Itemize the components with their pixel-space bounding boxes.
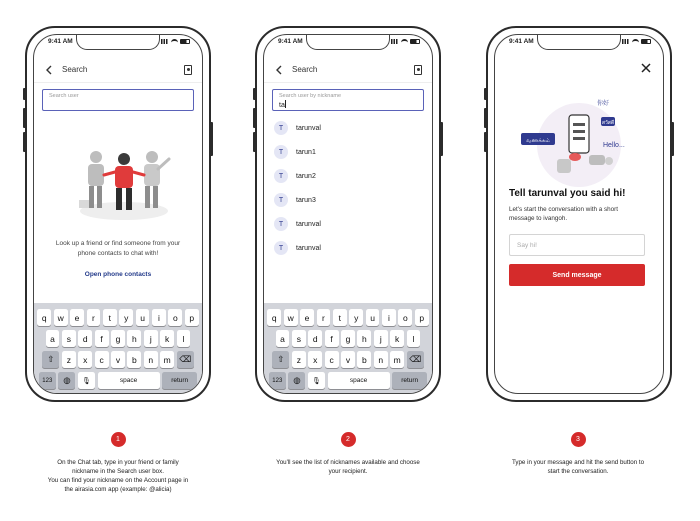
result-item[interactable]: [274, 167, 316, 185]
notch: [306, 34, 390, 50]
volume-up-button: [23, 108, 26, 128]
key-f[interactable]: f: [95, 330, 109, 347]
step-number-badge: 1: [111, 432, 126, 447]
step-caption: [30, 458, 206, 494]
key-z[interactable]: z: [62, 351, 76, 368]
key-x[interactable]: x: [308, 351, 322, 368]
avatar: T: [274, 121, 288, 135]
microphone-icon: 🎙: [82, 377, 91, 385]
key-y[interactable]: y: [119, 309, 133, 326]
battery-icon: [180, 39, 190, 44]
back-arrow-icon[interactable]: [274, 65, 284, 75]
key-s[interactable]: s: [62, 330, 76, 347]
volume-down-button: [484, 132, 487, 152]
power-button: [210, 122, 213, 156]
keyboard-row: [264, 309, 432, 326]
shift-icon: ⇧: [277, 354, 285, 364]
delete-key[interactable]: [407, 351, 424, 368]
wifi-icon: [632, 39, 639, 44]
open-phone-contacts-link[interactable]: Open phone contacts: [84, 271, 152, 278]
key-l[interactable]: l: [407, 330, 421, 347]
globe-icon: ◍: [63, 375, 71, 385]
globe-icon: ◍: [293, 375, 301, 385]
power-button: [440, 122, 443, 156]
search-input[interactable]: [42, 89, 194, 111]
result-nickname: tarun1: [296, 148, 316, 156]
key-g[interactable]: g: [111, 330, 125, 347]
key-j[interactable]: j: [374, 330, 388, 347]
numbers-key[interactable]: 123: [269, 372, 286, 389]
status-icons: [161, 39, 190, 44]
avatar: T: [274, 193, 288, 207]
key-u[interactable]: u: [136, 309, 150, 326]
key-f[interactable]: f: [325, 330, 339, 347]
keyboard-row: [34, 330, 202, 347]
battery-icon: [410, 39, 420, 44]
key-y[interactable]: y: [349, 309, 363, 326]
message-placeholder: Say hi!: [517, 242, 537, 249]
key-i[interactable]: i: [152, 309, 166, 326]
signal-icon: [391, 39, 399, 44]
step-3: [490, 432, 666, 476]
keyboard-row: [264, 372, 432, 389]
caption-line: You can find your nickname on the Account page in: [47, 477, 189, 484]
key-b[interactable]: b: [127, 351, 141, 368]
page-title: Search: [62, 65, 88, 74]
top-bar: [34, 57, 202, 83]
key-n[interactable]: n: [144, 351, 158, 368]
screen-2: [263, 34, 433, 394]
friends-illustration: [74, 145, 174, 223]
volume-up-button: [484, 108, 487, 128]
key-m[interactable]: m: [390, 351, 404, 368]
step-1: [30, 432, 206, 494]
bubble-hello: Hello...: [603, 142, 625, 149]
key-t[interactable]: t: [333, 309, 347, 326]
return-key[interactable]: return: [392, 372, 427, 389]
step-caption: [260, 458, 436, 476]
key-e[interactable]: e: [300, 309, 314, 326]
keyboard-row: [264, 351, 432, 368]
step-2: [260, 432, 436, 476]
result-nickname: tarun2: [296, 172, 316, 180]
key-d[interactable]: d: [308, 330, 322, 347]
empty-state-text: Look up a friend or find someone from your phone contacts to chat with!: [55, 240, 181, 257]
back-arrow-icon[interactable]: [44, 65, 54, 75]
avatar: T: [274, 241, 288, 255]
result-item[interactable]: [274, 215, 321, 233]
bubble-thai: สวัสดี: [601, 120, 615, 126]
key-t[interactable]: t: [103, 309, 117, 326]
caption-line: Type in your message and hit the send button to: [511, 459, 645, 466]
key-r[interactable]: r: [87, 309, 101, 326]
mic-key[interactable]: [308, 372, 325, 389]
microphone-icon: 🎙: [312, 377, 321, 385]
top-bar: [264, 57, 432, 83]
volume-down-button: [23, 132, 26, 152]
key-w[interactable]: w: [284, 309, 298, 326]
globe-key[interactable]: [288, 372, 305, 389]
caption-line: your recipient.: [328, 468, 368, 475]
result-nickname: tarunval: [296, 244, 321, 252]
key-o[interactable]: o: [398, 309, 412, 326]
contact-book-icon[interactable]: [414, 65, 422, 75]
shift-icon: ⇧: [47, 354, 55, 364]
page-title: Search: [292, 65, 318, 74]
wifi-icon: [171, 39, 178, 44]
status-icons: [622, 39, 651, 44]
message-input[interactable]: [509, 234, 645, 256]
status-icons: [391, 39, 420, 44]
key-p[interactable]: p: [415, 309, 429, 326]
signal-icon: [622, 39, 630, 44]
keyboard-row: [34, 351, 202, 368]
contact-book-icon[interactable]: [184, 65, 192, 75]
key-g[interactable]: g: [341, 330, 355, 347]
key-d[interactable]: d: [78, 330, 92, 347]
caption-line: nickname in the Search user box.: [72, 468, 164, 475]
caption-line: You'll see the list of nicknames available and choose: [276, 459, 420, 466]
step-number-badge: 2: [341, 432, 356, 447]
backspace-icon: ⌫: [409, 354, 422, 364]
step-caption: [490, 458, 666, 476]
result-nickname: tarun3: [296, 196, 316, 204]
close-icon[interactable]: [641, 63, 651, 73]
key-x[interactable]: x: [78, 351, 92, 368]
signal-icon: [161, 39, 169, 44]
power-button: [671, 122, 674, 156]
send-message-button[interactable]: Send message: [509, 264, 645, 286]
wifi-icon: [401, 39, 408, 44]
key-c[interactable]: c: [95, 351, 109, 368]
key-m[interactable]: m: [160, 351, 174, 368]
key-i[interactable]: i: [382, 309, 396, 326]
mic-key[interactable]: [78, 372, 95, 389]
search-value: ta: [279, 102, 285, 109]
key-r[interactable]: r: [317, 309, 331, 326]
avatar: T: [274, 145, 288, 159]
numbers-key[interactable]: 123: [39, 372, 56, 389]
bubble-chinese: 你好: [597, 100, 610, 107]
key-w[interactable]: w: [54, 309, 68, 326]
space-key[interactable]: space: [98, 372, 160, 389]
key-q[interactable]: q: [267, 309, 281, 326]
step-number-badge: 3: [571, 432, 586, 447]
search-placeholder: Search user: [49, 93, 79, 99]
mute-switch: [253, 88, 256, 100]
phone-frame-2: [255, 26, 441, 402]
key-s[interactable]: s: [292, 330, 306, 347]
result-item[interactable]: [274, 143, 316, 161]
key-l[interactable]: l: [177, 330, 191, 347]
key-k[interactable]: k: [160, 330, 174, 347]
battery-icon: [641, 39, 651, 44]
key-k[interactable]: k: [390, 330, 404, 347]
keyboard: [34, 303, 202, 393]
key-v[interactable]: v: [111, 351, 125, 368]
shift-key[interactable]: [42, 351, 59, 368]
screen-1: [33, 34, 203, 394]
sheet-body: Let's start the conversation with a short message to ivangoh.: [509, 206, 619, 222]
status-time: 9:41 AM: [278, 38, 303, 45]
result-nickname: tarunval: [296, 220, 321, 228]
search-placeholder: Search user by nickname: [279, 93, 342, 99]
mute-switch: [23, 88, 26, 100]
phone-frame-3: [486, 26, 672, 402]
key-e[interactable]: e: [70, 309, 84, 326]
keyboard-row: [264, 330, 432, 347]
screen-3: [494, 34, 664, 394]
caption-line: On the Chat tab, type in your friend or family: [57, 459, 179, 466]
delete-key[interactable]: [177, 351, 194, 368]
shift-key[interactable]: [272, 351, 289, 368]
result-item[interactable]: [274, 239, 321, 257]
key-c[interactable]: c: [325, 351, 339, 368]
key-p[interactable]: p: [185, 309, 199, 326]
volume-down-button: [253, 132, 256, 152]
notch: [537, 34, 621, 50]
result-nickname: tarunval: [296, 124, 321, 132]
return-key[interactable]: return: [162, 372, 197, 389]
sheet-heading: Tell tarunval you said hi!: [509, 188, 626, 199]
key-h[interactable]: h: [127, 330, 141, 347]
key-h[interactable]: h: [357, 330, 371, 347]
key-q[interactable]: q: [37, 309, 51, 326]
globe-key[interactable]: [58, 372, 75, 389]
key-a[interactable]: a: [46, 330, 60, 347]
result-item[interactable]: [274, 119, 321, 137]
key-v[interactable]: v: [341, 351, 355, 368]
space-key[interactable]: space: [328, 372, 390, 389]
key-u[interactable]: u: [366, 309, 380, 326]
key-b[interactable]: b: [357, 351, 371, 368]
keyboard-row: [34, 309, 202, 326]
avatar: T: [274, 217, 288, 231]
search-input[interactable]: [272, 89, 424, 111]
key-n[interactable]: n: [374, 351, 388, 368]
caption-line: start the conversation.: [547, 468, 609, 475]
caption-line: the airasia.com app (example: @alicia): [64, 486, 172, 493]
notch: [76, 34, 160, 50]
mute-switch: [484, 88, 487, 100]
bubble-tamil: வணக்கம்: [526, 138, 550, 144]
status-time: 9:41 AM: [48, 38, 73, 45]
volume-up-button: [253, 108, 256, 128]
chat-illustration: [517, 95, 637, 195]
key-o[interactable]: o: [168, 309, 182, 326]
key-j[interactable]: j: [144, 330, 158, 347]
keyboard: [264, 303, 432, 393]
phone-frame-1: [25, 26, 211, 402]
status-time: 9:41 AM: [509, 38, 534, 45]
key-a[interactable]: a: [276, 330, 290, 347]
result-item[interactable]: [274, 191, 316, 209]
avatar: T: [274, 169, 288, 183]
backspace-icon: ⌫: [179, 354, 192, 364]
text-caret: [285, 100, 286, 108]
key-z[interactable]: z: [292, 351, 306, 368]
keyboard-row: [34, 372, 202, 389]
